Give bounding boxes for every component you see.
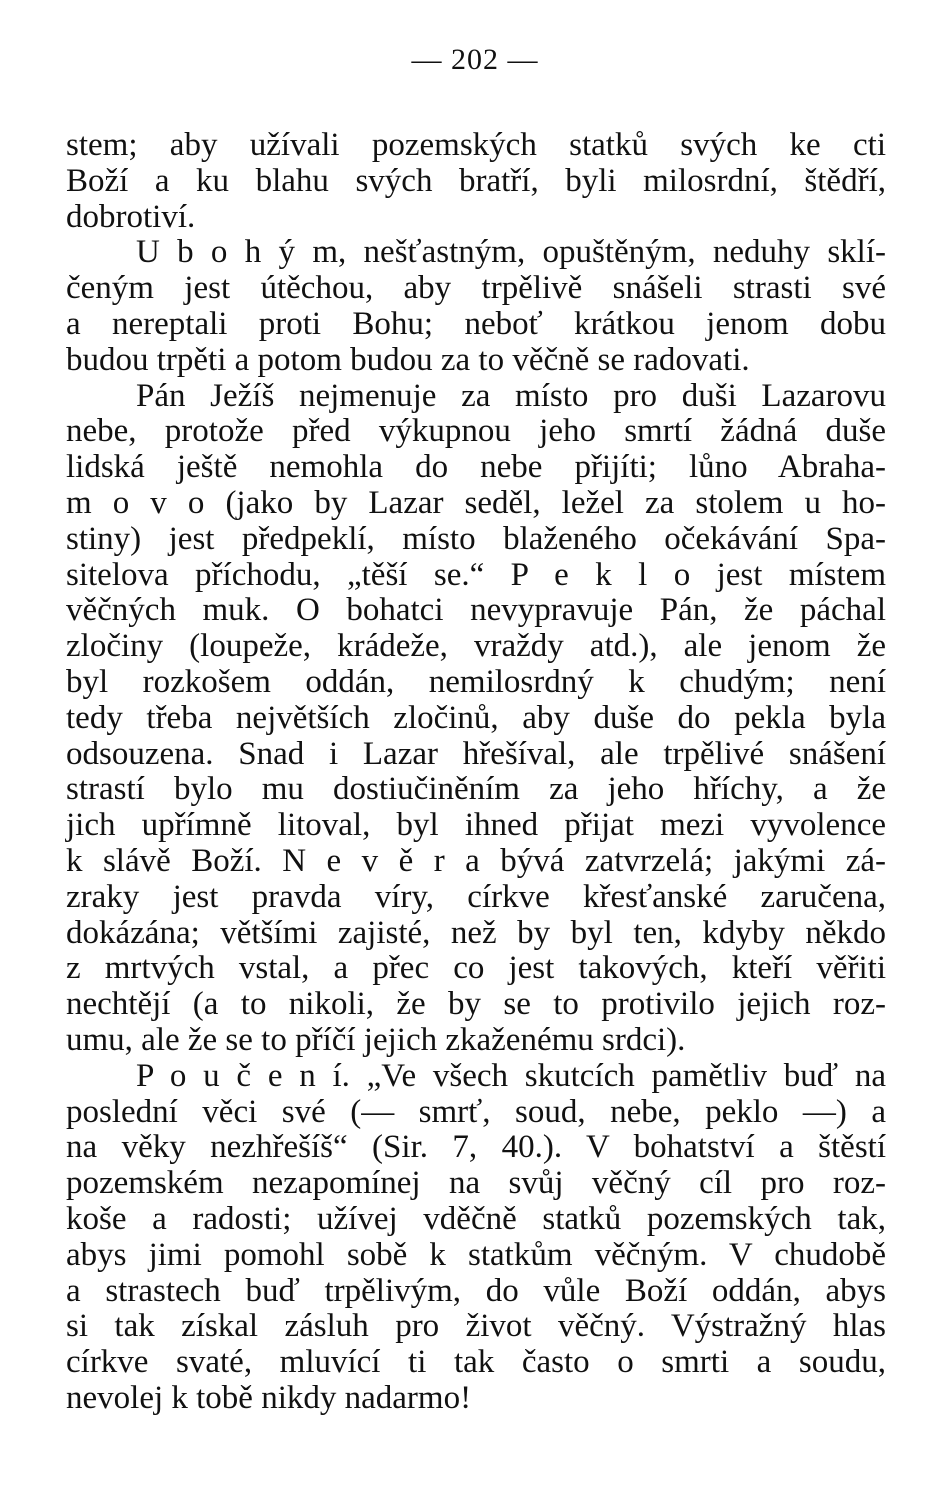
text-line: P o u č e n í. „Ve všech skutcích pamětliv buď na	[136, 1057, 886, 1094]
text-line: na věky nezhřešíš“ (Sir. 7, 40.). V bohatství a štěstí	[66, 1129, 886, 1166]
page-number: — 202 —	[411, 43, 539, 76]
text-line: si tak získal zásluh pro život věčný. Výstražný hlas	[66, 1308, 886, 1345]
text-line: poslední věci své (— smrť, soud, nebe, peklo —) a	[66, 1093, 886, 1130]
text-line: Boží a ku blahu svých bratří, byli milosrdní, štědří,	[66, 162, 886, 199]
text-line: tedy třeba největších zločinů, aby duše do pekla byla	[66, 699, 886, 736]
text-line: a strastech buď trpělivým, do vůle Boží oddán, abys	[66, 1272, 886, 1309]
text-line: Pán Ježíš nejmenuje za místo pro duši Lazarovu	[136, 377, 886, 414]
text-line: m o v o (jako by Lazar seděl, ležel za stolem u ho-	[66, 484, 886, 521]
text-line: zločiny (loupeže, krádeže, vraždy atd.), ale jenom že	[66, 628, 886, 665]
text-line: byl rozkošem oddán, nemilosrdný k chudým; není	[66, 663, 886, 700]
text-line: strastí bylo mu dostiučiněním za jeho hříchy, a že	[66, 771, 886, 808]
text-line: budou trpěti a potom budou za to věčně se radovati.	[66, 341, 750, 378]
text-line: pozemském nezapomínej na svůj věčný cíl pro roz-	[66, 1165, 886, 1202]
body-text	[66, 128, 886, 1417]
text-line: dokázána; většími zajisté, než by byl ten, kdyby někdo	[66, 914, 886, 951]
text-line: a nereptali proti Bohu; neboť krátkou jenom dobu	[66, 305, 886, 342]
text-line: dobrotiví.	[66, 198, 196, 235]
text-line: věčných muk. O bohatci nevypravuje Pán, že páchal	[66, 592, 886, 629]
text-line: k slávě Boží. N e v ě r a bývá zatvrzelá; jakými zá-	[66, 842, 886, 879]
text-line: stiny) jest předpeklí, místo blaženého očekávání Spa-	[66, 520, 886, 557]
text-line: nevolej k tobě nikdy nadarmo!	[66, 1379, 472, 1416]
text-line: z mrtvých vstal, a přec co jest takových, kteří věřiti	[66, 950, 886, 987]
text-line: nechtějí (a to nikoli, že by se to protivilo jejich roz-	[66, 986, 886, 1023]
text-line: nebe, protože před výkupnou jeho smrtí žádná duše	[66, 413, 886, 450]
text-line: zraky jest pravda víry, církve křesťanské zaručena,	[66, 878, 886, 915]
text-line: církve svaté, mluvící ti tak často o smrti a soudu,	[66, 1344, 886, 1381]
text-line: sitelova příchodu, „těší se.“ P e k l o jest místem	[66, 556, 886, 593]
text-line: jich upřímně litoval, byl ihned přijat mezi vyvolence	[66, 807, 886, 844]
text-line: lidská ještě nemohla do nebe přijíti; lůno Abraha-	[66, 449, 886, 486]
text-line: stem; aby užívali pozemských statků svých ke cti	[66, 127, 886, 163]
text-line: U b o h ý m, nešťastným, opuštěným, neduhy sklí-	[136, 234, 886, 271]
text-line: umu, ale že se to příčí jejich zkaženému srdci).	[66, 1021, 686, 1058]
text-line: odsouzena. Snad i Lazar hřešíval, ale trpělivé snášení	[66, 735, 886, 772]
text-line: koše a radosti; užívej vděčně statků pozemských tak,	[66, 1200, 886, 1237]
text-line: čeným jest útěchou, aby trpělivě snášeli strasti své	[66, 270, 886, 307]
text-line: abys jimi pomohl sobě k statkům věčným. V chudobě	[66, 1236, 886, 1273]
